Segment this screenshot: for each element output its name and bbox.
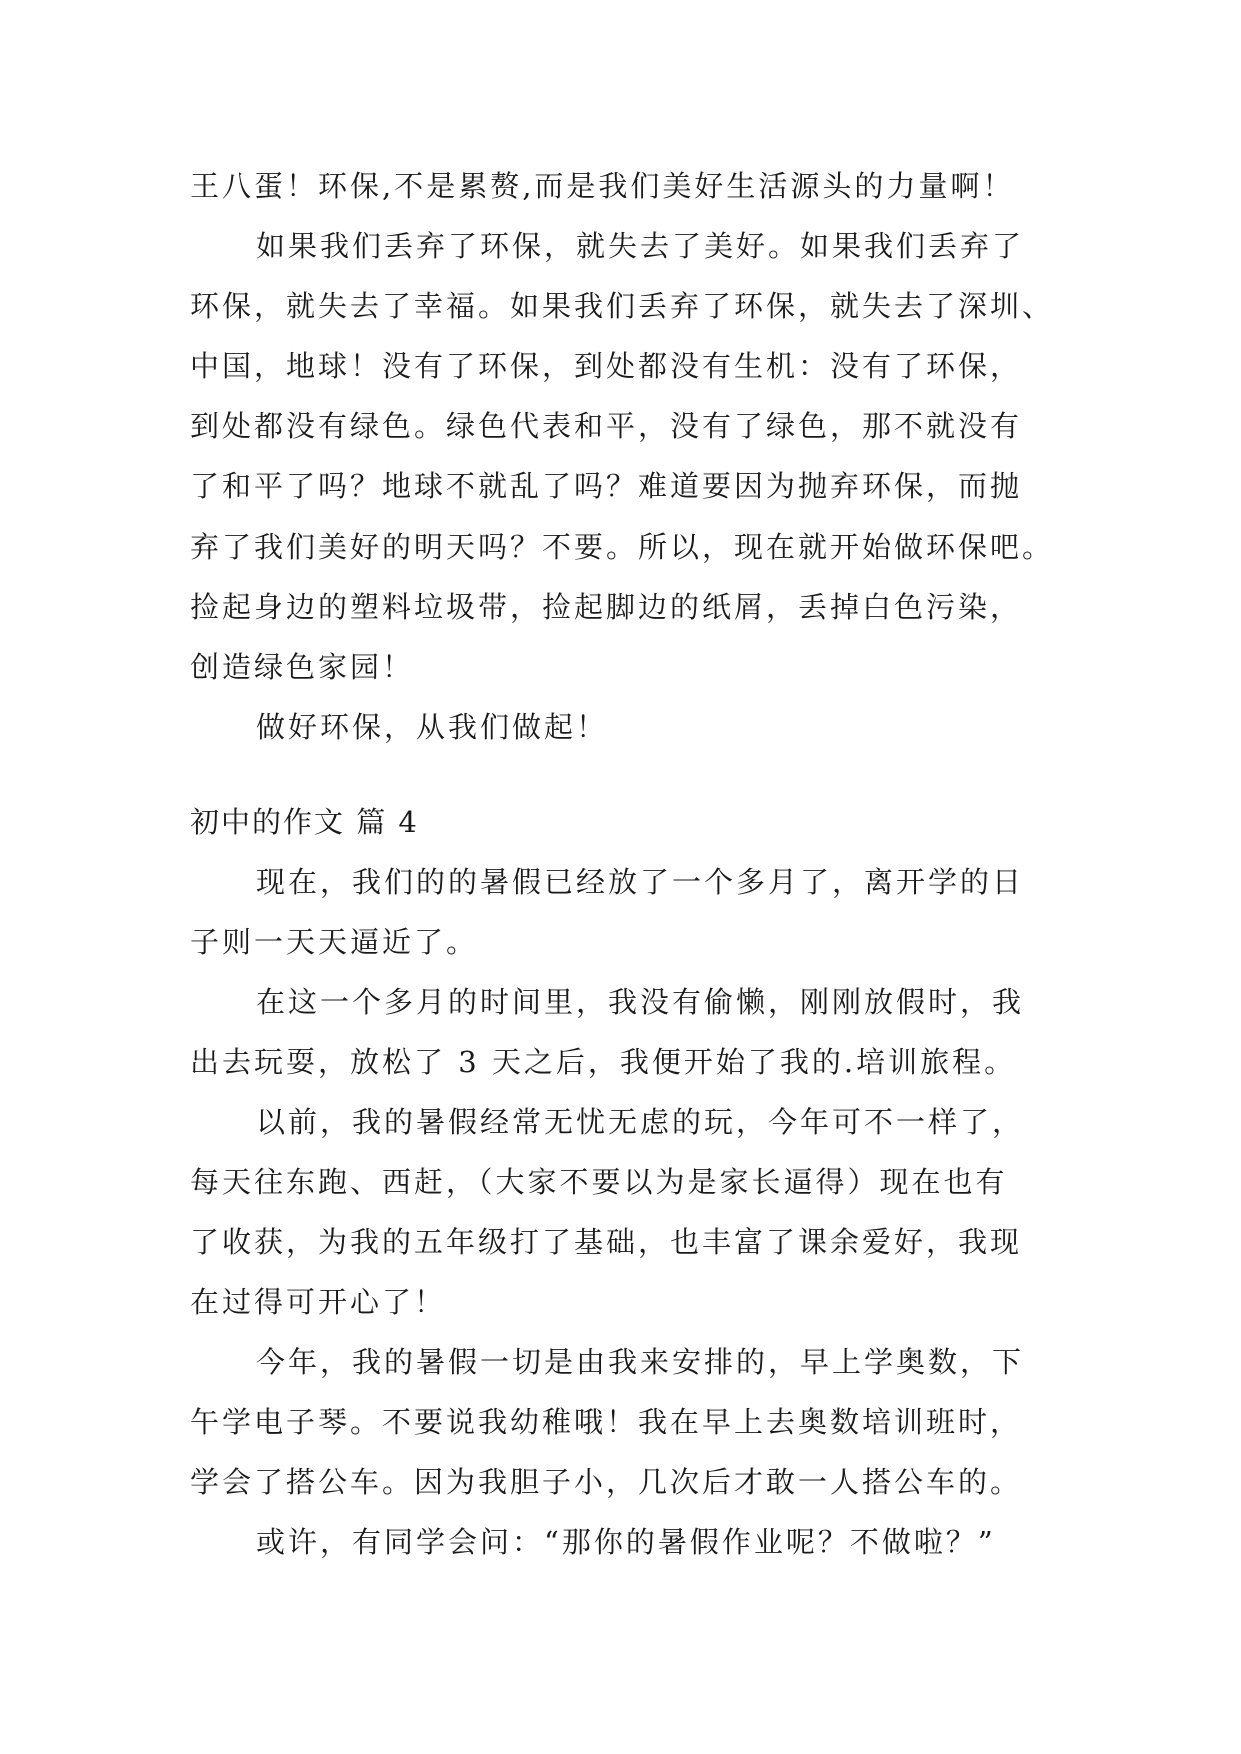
paragraph-line: 或许，有同学会问：“那你的暑假作业呢？不做啦？”: [256, 1525, 996, 1559]
paragraph-line: 创造绿色家园！: [190, 650, 415, 684]
paragraph-line: 现在，我们的的暑假已经放了一个多月了，离开学的日: [256, 865, 1025, 899]
paragraph-line: 以前，我的暑假经常无忧无虑的玩，今年可不一样了，: [256, 1105, 1025, 1139]
paragraph-line: 捡起身边的塑料垃圾带，捡起脚边的纸屑，丢掉白色污染，: [190, 590, 1023, 624]
paragraph-line: 学会了搭公车。因为我胆子小，几次后才敢一人搭公车的。: [190, 1465, 1023, 1499]
paragraph-line: 每天往东跑、西赶，（大家不要以为是家长逼得）现在也有: [190, 1165, 1008, 1199]
paragraph-line: 弃了我们美好的明天吗？不要。所以，现在就开始做环保吧。: [190, 530, 1055, 564]
paragraph-line: 环保，就失去了幸福。如果我们丢弃了环保，就失去了深圳、: [190, 289, 1055, 323]
paragraph-line: 在过得可开心了！: [190, 1285, 447, 1319]
paragraph-line: 出去玩耍，放松了 3 天之后，我便开始了我的.培训旅程。: [190, 1045, 1017, 1079]
paragraph-line: 了和平了吗？地球不就乱了吗？难道要因为抛弃环保，而抛: [190, 469, 1023, 503]
paragraph-line: 王八蛋！环保,不是累赘,而是我们美好生活源头的力量啊！: [190, 169, 1015, 203]
paragraph-line: 到处都没有绿色。绿色代表和平，没有了绿色，那不就没有: [190, 409, 1023, 443]
paragraph-line: 子则一天天逼近了。: [190, 925, 479, 959]
paragraph-line: 午学电子琴。不要说我幼稚哦！我在早上去奥数培训班时，: [190, 1405, 1023, 1439]
paragraph-line: 今年，我的暑假一切是由我来安排的，早上学奥数，下: [256, 1345, 1025, 1379]
paragraph-line: 在这一个多月的时间里，我没有偷懒，刚刚放假时，我: [256, 985, 1025, 1019]
paragraph-line: 如果我们丢弃了环保，就失去了美好。如果我们丢弃了: [256, 229, 1025, 263]
section-heading: 初中的作文 篇 4: [190, 805, 419, 839]
paragraph-line: 中国，地球！没有了环保，到处都没有生机：没有了环保，: [190, 349, 1023, 383]
paragraph-line: 了收获，为我的五年级打了基础，也丰富了课余爱好，我现: [190, 1225, 1023, 1259]
paragraph-line: 做好环保，从我们做起！: [256, 710, 609, 744]
